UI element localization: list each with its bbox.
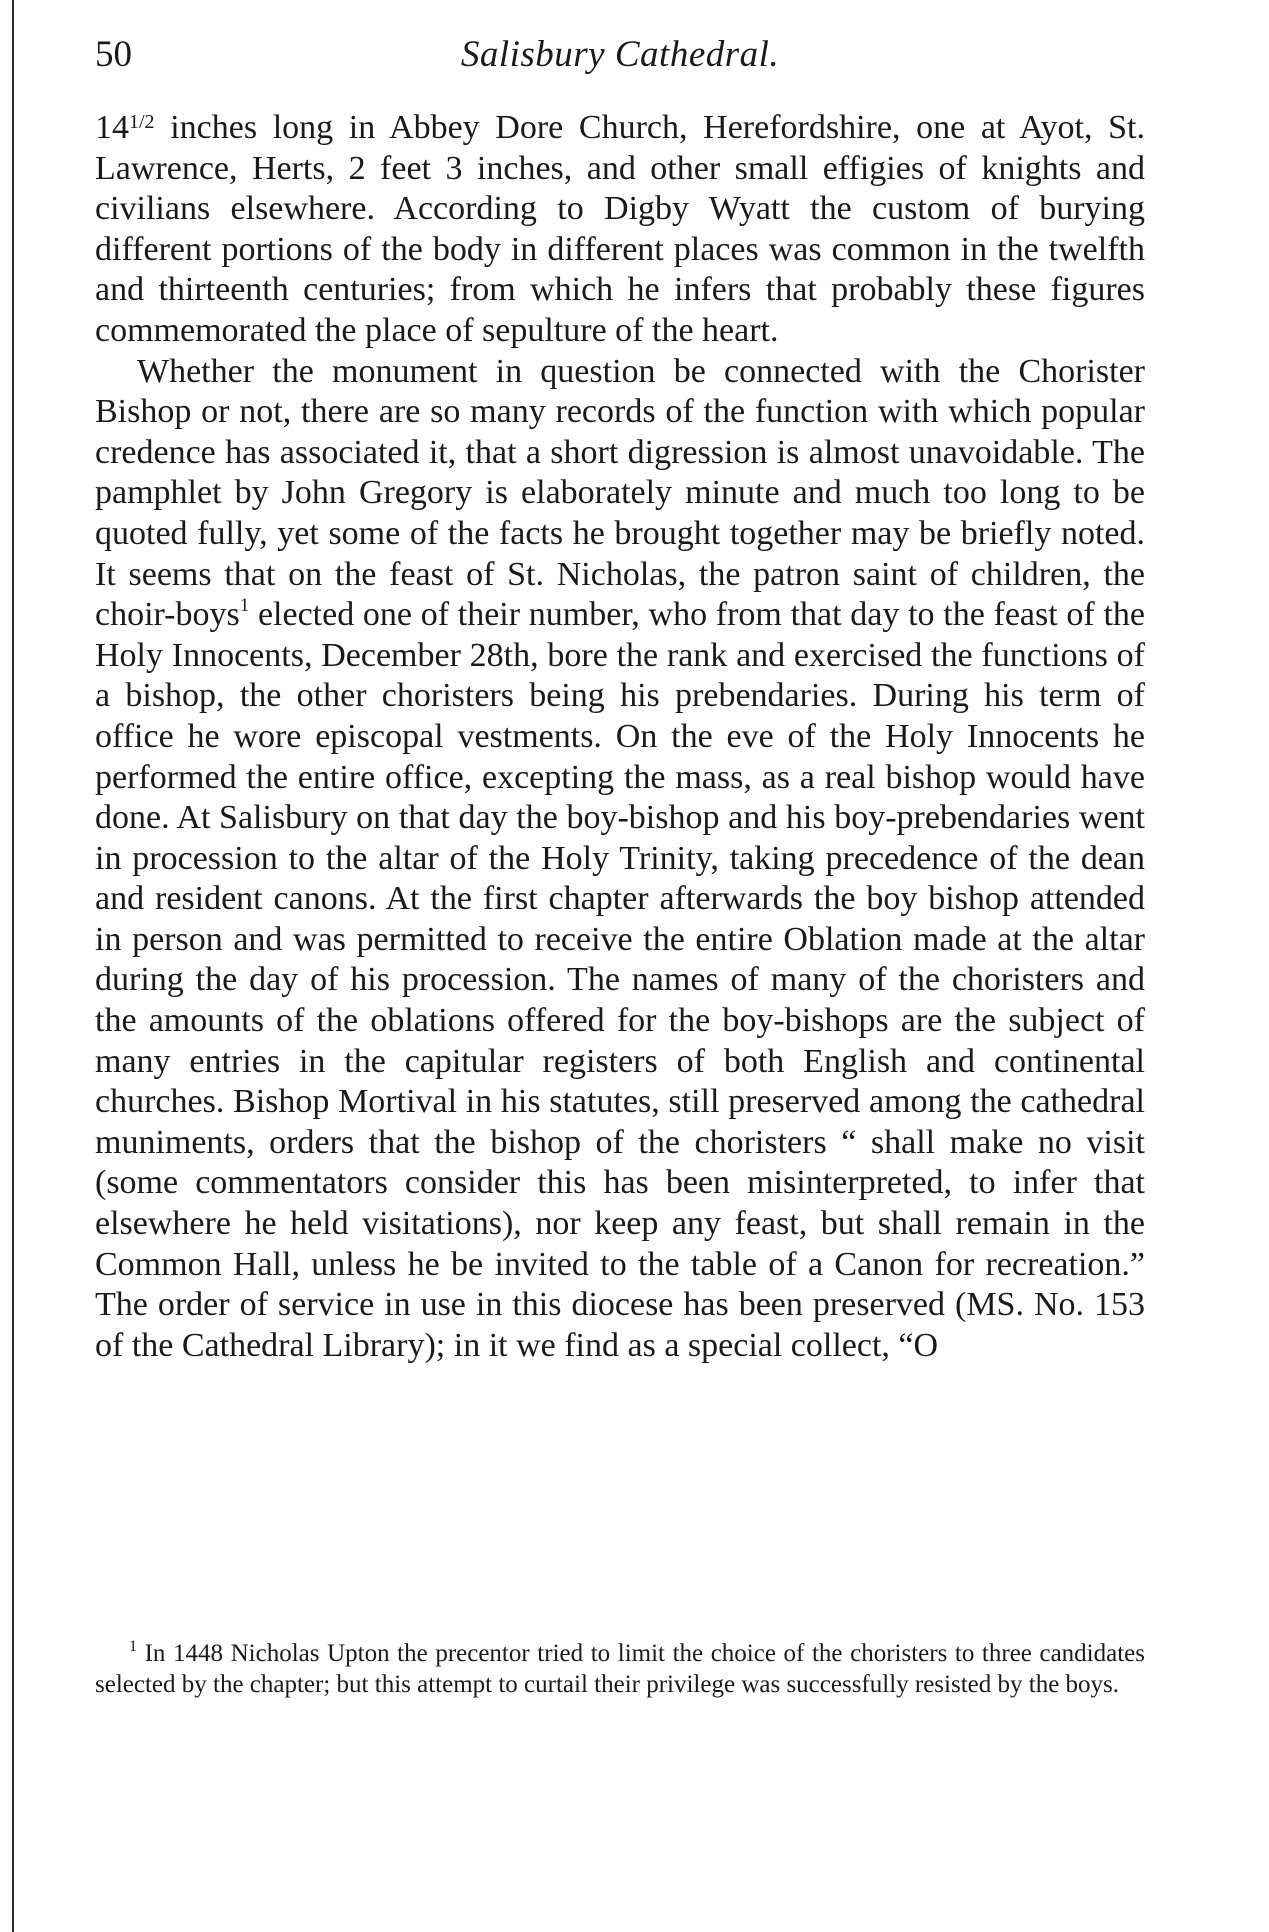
page-edge-rule bbox=[12, 0, 14, 1932]
page-header bbox=[95, 30, 1145, 80]
paragraph-1-text: inches long in Abbey Dore Church, Herefordshire, one at Ayot, St. Lawrence, Herts, 2 feet 3 inches, and other small effigies of knights and civilians elsewhere. According to Digby Wyatt the custom of burying different portions of the body in different places was common in the twelfth and thirteenth centuries; from which he infers that probably these figures commemorated the place of sepulture of the heart. bbox=[95, 109, 1145, 349]
paragraph-1 bbox=[95, 108, 1145, 352]
page-number: 50 bbox=[95, 34, 132, 75]
paragraph-2-text-start: Whether the monument in question be connected with the Chorister Bishop or not, there are so many records of the function with which popular credence has associated it, that a short digression is almost unavoidable. The pamphlet by John Gregory is elaborately minute and much too long to be quoted fully, yet some of the facts he brought together may be briefly noted. It seems that on the feast of St. Nicholas, the patron saint of children, the choir-boys bbox=[95, 352, 1145, 634]
body-text bbox=[95, 108, 1145, 1366]
fraction-half: 1/2 bbox=[129, 111, 155, 133]
paragraph-2-text-end: elected one of their number, who from that day to the feast of the Holy Innocents, December 28th, bore the rank and exercised the functions of a bishop, the other choristers being his prebendaries. During his term of office he wore episcopal vestments. On the eve of the Holy Innocents he performed the entire office, excepting the mass, as a real bishop would have done. At Salisbury on that day the boy-bishop and his boy-prebendaries went in procession to the altar of the Holy Trinity, taking precedence of the dean and resident canons. At the first chapter afterwards the boy bishop attended in person and was permitted to receive the entire Oblation made at the altar during the day of his procession. The names of many of the choristers and the amounts of the oblations offered for the boy-bishops are the subject of many entries in the capitular registers of both English and continental churches. Bishop Mortival in his statutes, still preserved among the cathedral muniments, orders that the bishop of the choristers “ shall make no visit (some commentators consider this has been misinterpreted, to infer that elsewhere he held visitations), nor keep any feast, but shall remain in the Common Hall, unless he be invited to the table of a Canon for recreation.” The order of service in use in this diocese has been preserved (MS. No. 153 of the Cathedral Library); in it we find as a special collect, “O bbox=[95, 596, 1145, 1364]
footnote-text: In 1448 Nicholas Upton the precentor tried to limit the choice of the choristers to three candidates selected by the chapter; but this attempt to curtail their privilege was successfully resisted by the boys. bbox=[95, 1640, 1145, 1698]
running-title: Salisbury Cathedral. bbox=[460, 34, 780, 75]
footnote-marker: 1 bbox=[129, 1638, 137, 1655]
paragraph-2 bbox=[95, 352, 1145, 1367]
footnote-reference[interactable]: 1 bbox=[239, 595, 250, 617]
fraction-whole: 14 bbox=[95, 109, 129, 146]
footnote bbox=[95, 1638, 1145, 1700]
footnote-1 bbox=[95, 1638, 1145, 1700]
